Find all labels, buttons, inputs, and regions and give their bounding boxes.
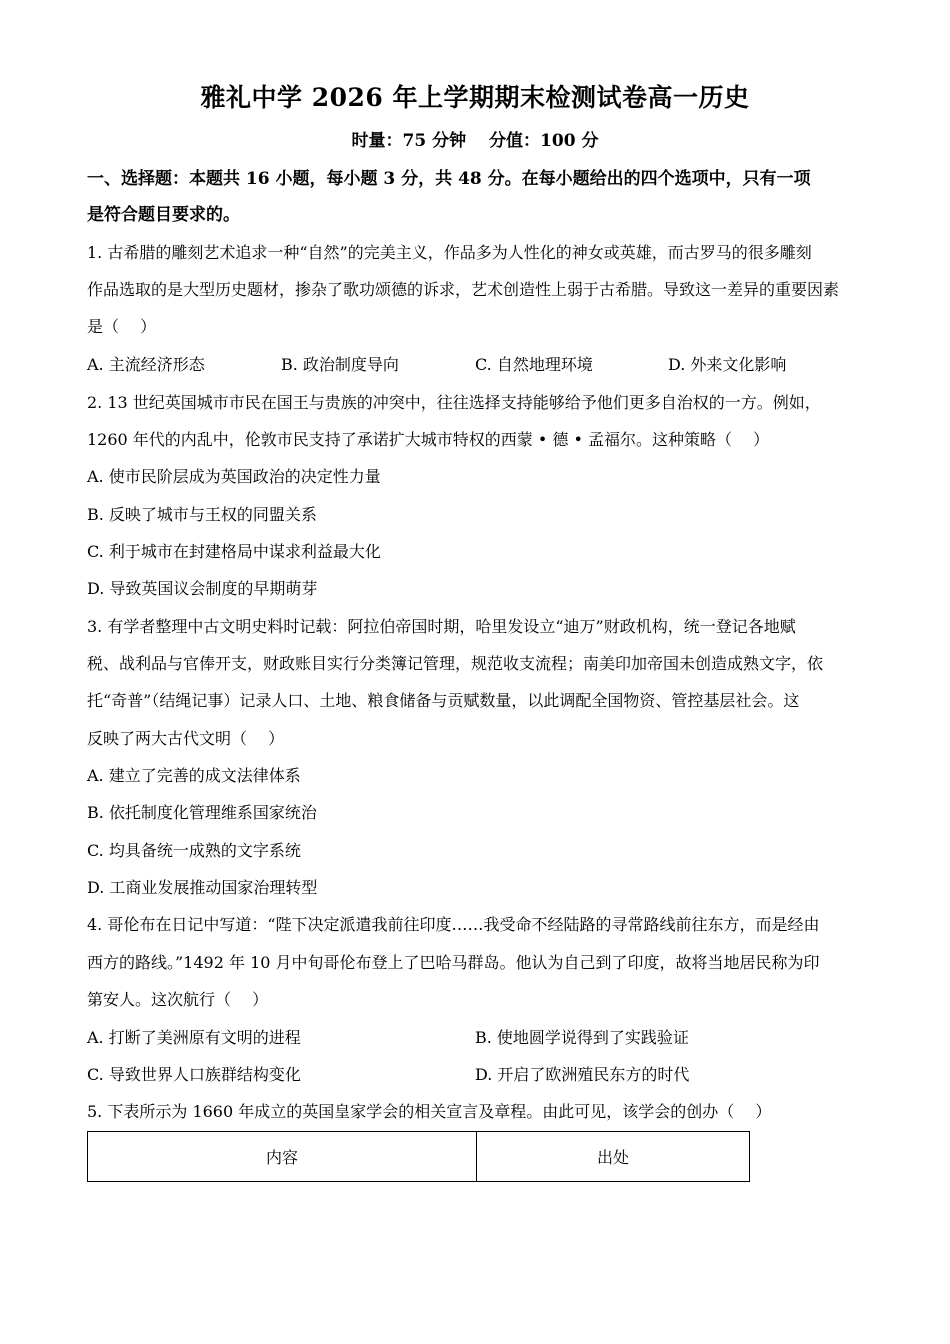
q1-option-b: B. 政治制度导向 [281, 355, 399, 374]
q1-stem-line-2: 作品选取的是大型历史题材，掺杂了歌功颂德的诉求，艺术创造性上弱于古希腊。导致这一差异的重要因素 [87, 280, 840, 299]
q4-option-d: D. 开启了欧洲殖民东方的时代 [475, 1065, 690, 1084]
section-instructions-line-1: 一、选择题：本题共 16 小题，每小题 3 分，共 48 分。在每小题给出的四个选项中，只有一项 [87, 169, 811, 189]
q2-option-d: D. 导致英国议会制度的早期萌芽 [87, 579, 318, 598]
q1-option-d: D. 外来文化影响 [668, 355, 787, 374]
exam-title: 雅礼中学 2026 年上学期期末检测试卷高一历史 [200, 83, 750, 112]
exam-time-score: 时量：75 分钟 分值：100 分 [351, 131, 599, 151]
q1-stem-line-1: 1. 古希腊的雕刻艺术追求一种“自然”的完美主义，作品多为人性化的神女或英雄，而古罗马的很多雕刻 [87, 243, 812, 262]
q3-stem-line-2: 税、战利品与官俸开支，财政账目实行分类簿记管理，规范收支流程；南美印加帝国未创造成熟文字，依 [87, 654, 824, 673]
q4-option-b: B. 使地圆学说得到了实践验证 [475, 1028, 689, 1047]
q2-option-c: C. 利于城市在封建格局中谋求利益最大化 [87, 542, 381, 561]
q5-table-header-source: 出处 [477, 1132, 750, 1182]
q3-stem-line-3: 托“奇普”（结绳记事）记录人口、土地、粮食储备与贡赋数量，以此调配全国物资、管控基层社会。这 [87, 691, 800, 710]
q1-option-a: A. 主流经济形态 [87, 355, 205, 374]
q5-stem-line-1: 5. 下表所示为 1660 年成立的英国皇家学会的相关宣言及章程。由此可见，该学会的创办（ ） [87, 1102, 772, 1121]
q3-option-d: D. 工商业发展推动国家治理转型 [87, 878, 318, 897]
q4-stem-line-2: 西方的路线。”1492 年 10 月中旬哥伦布登上了巴哈马群岛。他认为自己到了印度，故将当地居民称为印 [87, 953, 820, 972]
q2-option-a: A. 使市民阶层成为英国政治的决定性力量 [87, 467, 381, 486]
section-instructions-line-2: 是符合题目要求的。 [87, 205, 240, 225]
q5-table-header-content: 内容 [88, 1132, 477, 1182]
q3-stem-line-4: 反映了两大古代文明（ ） [87, 729, 285, 748]
q1-option-c: C. 自然地理环境 [475, 355, 593, 374]
table-row [88, 1132, 750, 1182]
q3-option-a: A. 建立了完善的成文法律体系 [87, 766, 301, 785]
q4-option-c: C. 导致世界人口族群结构变化 [87, 1065, 301, 1084]
q3-option-c: C. 均具备统一成熟的文字系统 [87, 841, 301, 860]
q5-table [87, 1131, 750, 1182]
q3-option-b: B. 依托制度化管理维系国家统治 [87, 803, 317, 822]
q2-stem-line-2: 1260 年代的内乱中，伦敦市民支持了承诺扩大城市特权的西蒙 • 德 • 孟福尔。这种策略（ ） [87, 430, 770, 449]
q4-stem-line-1: 4. 哥伦布在日记中写道：“陛下决定派遣我前往印度……我受命不经陆路的寻常路线前往东方，而是经由 [87, 915, 820, 934]
q4-option-a: A. 打断了美洲原有文明的进程 [87, 1028, 301, 1047]
q4-stem-line-3: 第安人。这次航行（ ） [87, 990, 269, 1009]
q1-stem-line-3: 是（ ） [87, 317, 157, 336]
q2-option-b: B. 反映了城市与王权的同盟关系 [87, 505, 317, 524]
q3-stem-line-1: 3. 有学者整理中古文明史料时记载：阿拉伯帝国时期，哈里发设立“迪万”财政机构，统一登记各地赋 [87, 617, 796, 636]
q2-stem-line-1: 2. 13 世纪英国城市市民在国王与贵族的冲突中，往往选择支持能够给予他们更多自治权的一方。例如， [87, 393, 821, 412]
